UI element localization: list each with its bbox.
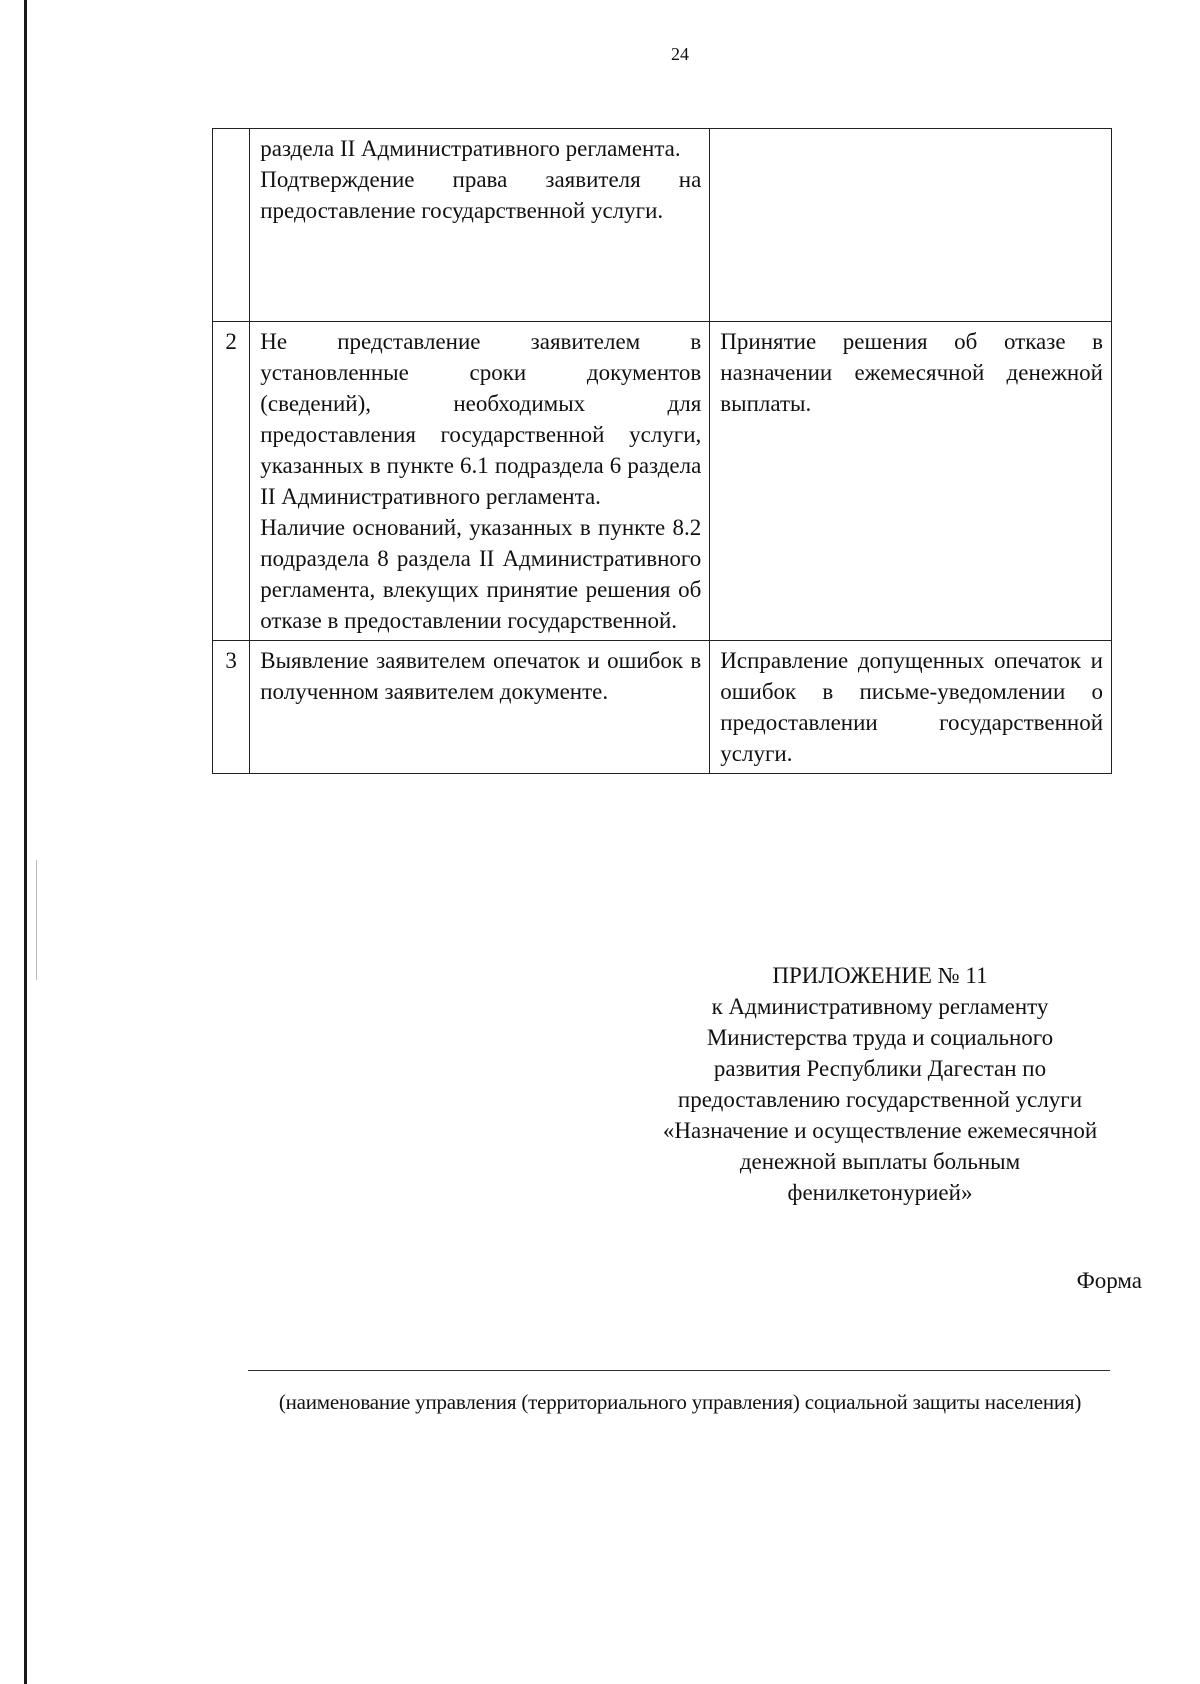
fill-in-caption: (наименование управления (территориального управления) социальной защиты населения): [278, 1390, 1082, 1414]
reason-paragraph: Наличие оснований, указанных в пункте 8.2 подраздела 8 раздела II Административного регламента, влекущих принятие решения об отказе в предоставлении государственной.: [260, 515, 702, 633]
appendix-line: денежной выплаты больным: [739, 1149, 1021, 1174]
scan-edge-faint: [36, 860, 37, 980]
appendix-title: ПРИЛОЖЕНИЕ № 11: [772, 963, 988, 988]
appendix-block: [600, 960, 1160, 1208]
action-text: Принятие решения об отказе в назначении ежемесячной денежной выплаты.: [720, 329, 1103, 416]
table-row: [213, 322, 1112, 641]
appendix-line: развития Республики Дагестан по: [713, 1056, 1047, 1081]
action-cell: [710, 641, 1112, 774]
reason-cell: [250, 641, 710, 774]
row-number: [213, 129, 250, 322]
reason-paragraph: Подтверждение права заявителя на предоставление государственной услуги.: [260, 167, 702, 223]
appendix-line: к Административному регламенту: [711, 994, 1049, 1019]
reason-paragraph: Не представление заявителем в установленные сроки документов (сведений), необходимых для предоставления государственной услуги, указанных в пункте 6.1 подраздела 6 раздела II Административного регламента.: [260, 329, 702, 509]
reason-cell: [250, 322, 710, 641]
appendix-line: «Назначение и осуществление ежемесячной: [662, 1118, 1098, 1143]
page-number: 24: [671, 44, 689, 64]
action-cell: [710, 322, 1112, 641]
appendix-line: фенилкетонурией»: [787, 1180, 973, 1205]
table-row: [213, 641, 1112, 774]
reason-cell: [250, 129, 710, 322]
document-table: [212, 128, 1112, 774]
action-text: Исправление допущенных опечаток и ошибок в письме-уведомлении о предоставлении государственной услуги.: [720, 648, 1103, 766]
table-row: [213, 129, 1112, 322]
reason-paragraph: Выявление заявителем опечаток и ошибок в полученном заявителем документе.: [260, 648, 702, 704]
action-cell: [710, 129, 1112, 322]
row-number: 2: [213, 322, 250, 641]
scan-edge: [24, 0, 27, 1684]
appendix-line: предоставлению государственной услуги: [677, 1087, 1083, 1112]
form-label: Форма: [1076, 1268, 1142, 1293]
fill-in-line: [248, 1370, 1110, 1371]
reason-paragraph: раздела II Административного регламента.: [260, 136, 681, 161]
row-number: 3: [213, 641, 250, 774]
appendix-line: Министерства труда и социального: [706, 1025, 1054, 1050]
